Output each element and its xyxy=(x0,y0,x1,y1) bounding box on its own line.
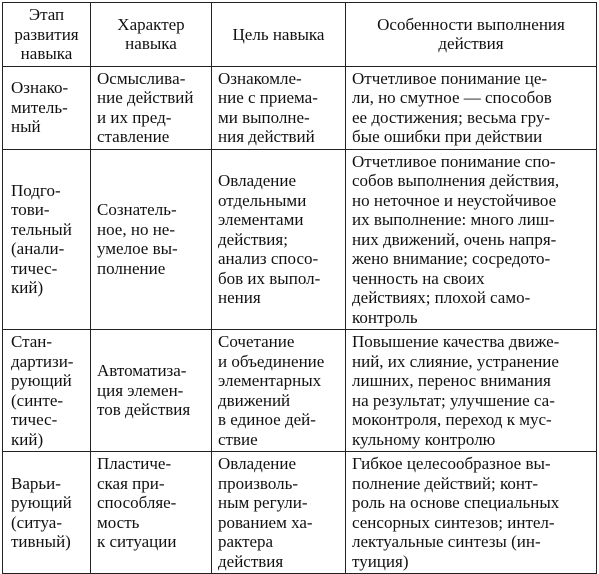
character-cell: Осмысливa- ние действий и их пред- ставление xyxy=(91,66,212,149)
header-character: Характер навыка xyxy=(91,3,212,67)
features-cell: Гибкое целесообразное вы- полнение действий; конт- роль на основе специальных сенсорных синтезов; интел- лектуальные синтезы (ин- туиция) xyxy=(346,452,597,574)
character-cell: Пластиче- ская при- способляе- мость к ситуации xyxy=(91,452,212,574)
features-cell: Повышение качества движе- ний, их слияние, устранение лишних, перенос внимания на результат; улучшение са- моконтроля, переход к мус- кульному контролю xyxy=(346,330,597,452)
stage-cell: Стан- дартизи- рующий (синте- тичес- кий) xyxy=(3,330,91,452)
character-cell: Сознатель- ное, но не- умелое вы- полнение xyxy=(91,149,212,330)
header-goal: Цель навыка xyxy=(212,3,346,67)
goal-cell: Сочетание и объединение элементарных движений в единое дей- ствие xyxy=(212,330,346,452)
header-features: Особенности выполнения действия xyxy=(346,3,597,67)
table-row xyxy=(3,149,597,330)
header-stage: Этап развития навыка xyxy=(3,3,91,67)
stage-cell: Ознако- митель- ный xyxy=(3,66,91,149)
table-row xyxy=(3,66,597,149)
goal-cell: Овладение произволь- ным регули- рованием ха- рактера действия xyxy=(212,452,346,574)
goal-cell: Ознакомле- ние с приема- ми выполне- ния действий xyxy=(212,66,346,149)
table-row xyxy=(3,330,597,452)
features-cell: Отчетливое понимание спо- собов выполнения действия, но неточное и неустойчивое их выполнение: много лиш- них движений, очень напря- жено внимание; сосредото- ченность на своих действиях; плохой само- контроль xyxy=(346,149,597,330)
goal-cell: Овладение отдельными элементами действия; анализ спосо- бов их выпол- нения xyxy=(212,149,346,330)
character-cell: Автоматиза- ция элемен- тов действия xyxy=(91,330,212,452)
stage-cell: Варьи- рующий (ситуа- тивный) xyxy=(3,452,91,574)
table-row xyxy=(3,452,597,574)
features-cell: Отчетливое понимание це- ли, но смутное — способов ее достижения; весьма гру- бые ошибки при действии xyxy=(346,66,597,149)
table-header-row xyxy=(3,3,597,67)
skill-stages-table xyxy=(2,2,597,574)
stage-cell: Подго- тови- тельный (анали- тичес- кий) xyxy=(3,149,91,330)
